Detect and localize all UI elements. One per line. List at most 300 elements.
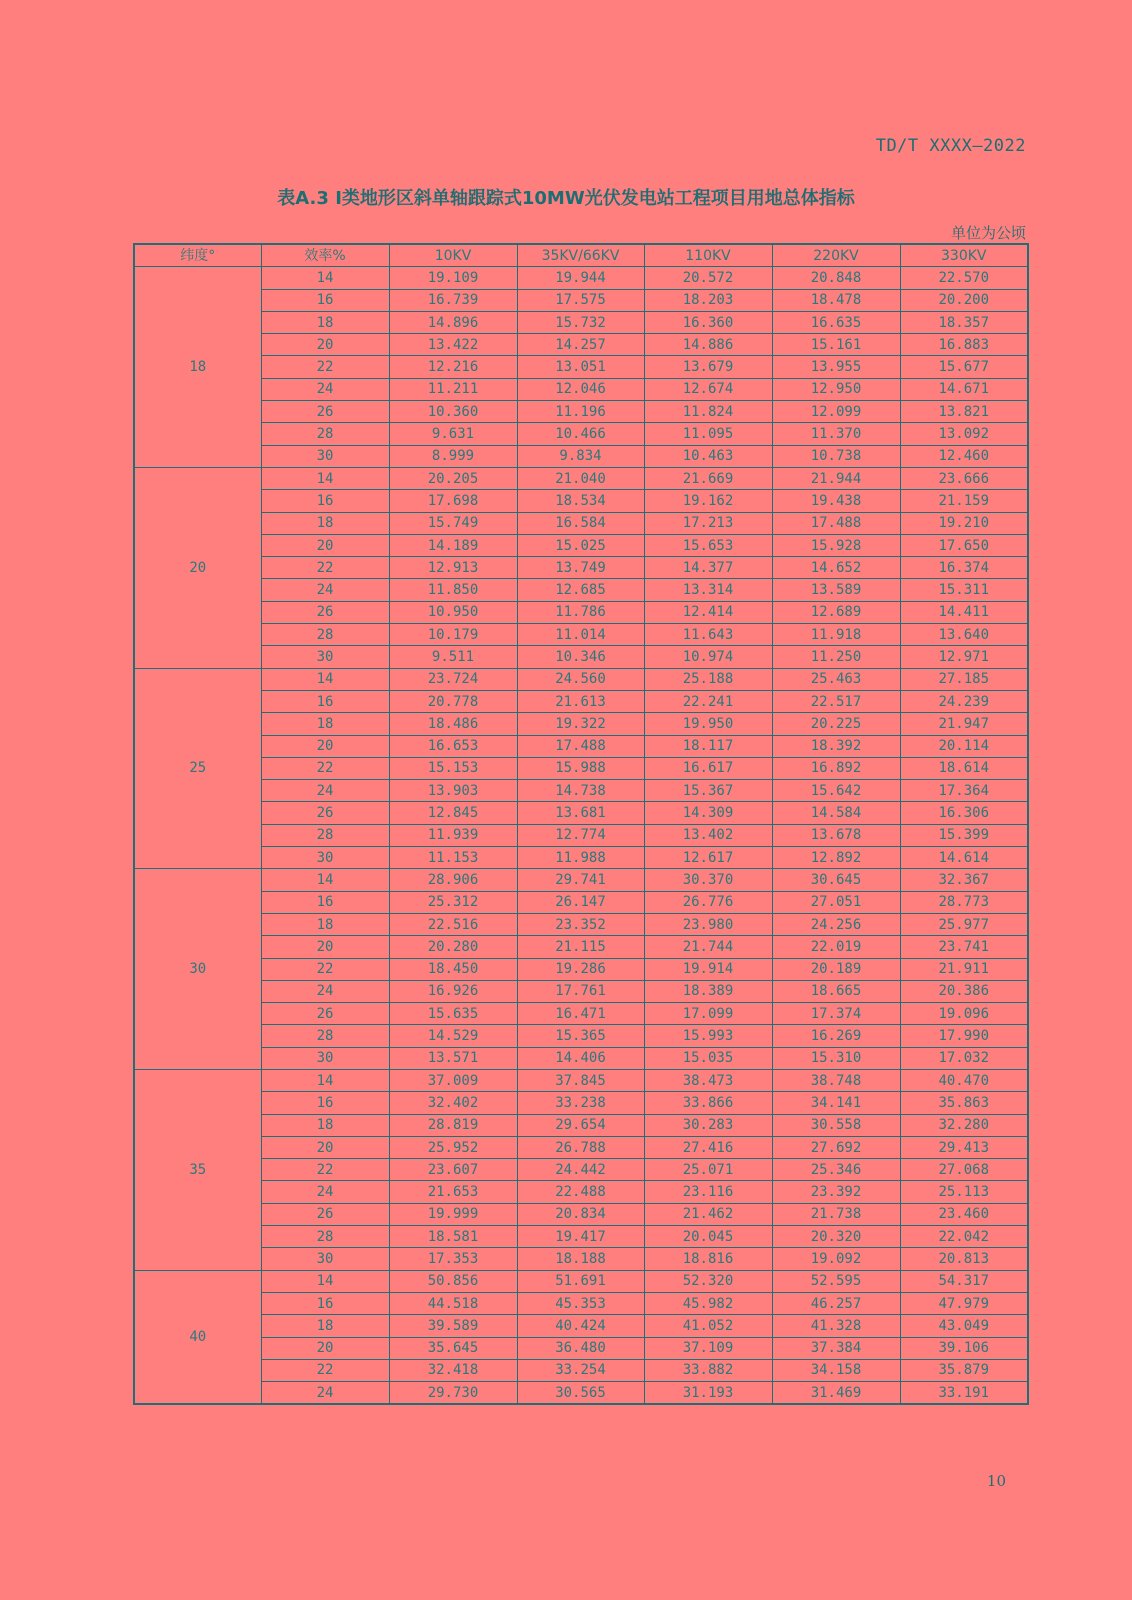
value-cell: 23.666: [900, 467, 1028, 489]
value-cell: 18.203: [644, 289, 772, 311]
efficiency-cell: 16: [261, 1092, 389, 1114]
value-cell: 13.678: [772, 824, 900, 846]
value-cell: 14.652: [772, 557, 900, 579]
value-cell: 17.488: [517, 735, 644, 757]
efficiency-cell: 16: [261, 1292, 389, 1314]
value-cell: 27.051: [772, 891, 900, 913]
value-cell: 38.473: [644, 1069, 772, 1091]
table-row: [134, 1181, 1028, 1203]
value-cell: 23.116: [644, 1181, 772, 1203]
value-cell: 12.460: [900, 445, 1028, 467]
table-row: [134, 780, 1028, 802]
table-row: [134, 913, 1028, 935]
value-cell: 30.645: [772, 869, 900, 891]
value-cell: 22.241: [644, 690, 772, 712]
efficiency-cell: 14: [261, 1069, 389, 1091]
value-cell: 19.950: [644, 713, 772, 735]
table-row: [134, 891, 1028, 913]
unit-note: 单位为公顷: [950, 224, 1026, 242]
table-row: [134, 557, 1028, 579]
value-cell: 9.511: [389, 646, 517, 668]
value-cell: 17.364: [900, 780, 1028, 802]
value-cell: 16.739: [389, 289, 517, 311]
table-title: 表A.3 Ⅰ类地形区斜单轴跟踪式10MW光伏发电站工程项目用地总体指标: [277, 188, 855, 209]
value-cell: 20.114: [900, 735, 1028, 757]
value-cell: 30.565: [517, 1382, 644, 1405]
value-cell: 23.724: [389, 668, 517, 690]
value-cell: 11.250: [772, 646, 900, 668]
value-cell: 52.595: [772, 1270, 900, 1292]
value-cell: 14.529: [389, 1025, 517, 1047]
value-cell: 29.654: [517, 1114, 644, 1136]
value-cell: 27.185: [900, 668, 1028, 690]
value-cell: 52.320: [644, 1270, 772, 1292]
value-cell: 25.463: [772, 668, 900, 690]
value-cell: 16.635: [772, 311, 900, 333]
value-cell: 32.402: [389, 1092, 517, 1114]
efficiency-cell: 18: [261, 913, 389, 935]
value-cell: 19.286: [517, 958, 644, 980]
value-cell: 22.019: [772, 936, 900, 958]
value-cell: 15.153: [389, 757, 517, 779]
table-row: [134, 1337, 1028, 1359]
value-cell: 21.911: [900, 958, 1028, 980]
efficiency-cell: 26: [261, 802, 389, 824]
efficiency-cell: 20: [261, 1136, 389, 1158]
value-cell: 19.162: [644, 490, 772, 512]
value-cell: 50.856: [389, 1270, 517, 1292]
col-header-220kv: 220KV: [772, 244, 900, 267]
efficiency-cell: 20: [261, 334, 389, 356]
value-cell: 21.159: [900, 490, 1028, 512]
value-cell: 20.778: [389, 690, 517, 712]
value-cell: 21.653: [389, 1181, 517, 1203]
table-row: [134, 311, 1028, 333]
value-cell: 11.850: [389, 579, 517, 601]
table-row: [134, 534, 1028, 556]
value-cell: 33.191: [900, 1382, 1028, 1405]
value-cell: 18.188: [517, 1248, 644, 1270]
value-cell: 20.189: [772, 958, 900, 980]
col-header-10kv: 10KV: [389, 244, 517, 267]
table-row: [134, 958, 1028, 980]
value-cell: 12.892: [772, 847, 900, 869]
value-cell: 16.926: [389, 980, 517, 1002]
value-cell: 15.732: [517, 311, 644, 333]
value-cell: 18.478: [772, 289, 900, 311]
table-row: [134, 490, 1028, 512]
efficiency-cell: 22: [261, 958, 389, 980]
value-cell: 10.974: [644, 646, 772, 668]
value-cell: 25.113: [900, 1181, 1028, 1203]
table-row: [134, 1092, 1028, 1114]
value-cell: 8.999: [389, 445, 517, 467]
value-cell: 24.442: [517, 1159, 644, 1181]
efficiency-cell: 16: [261, 690, 389, 712]
value-cell: 25.071: [644, 1159, 772, 1181]
table-row: [134, 690, 1028, 712]
value-cell: 16.374: [900, 557, 1028, 579]
value-cell: 24.256: [772, 913, 900, 935]
value-cell: 16.360: [644, 311, 772, 333]
table-row: [134, 512, 1028, 534]
value-cell: 46.257: [772, 1292, 900, 1314]
value-cell: 10.950: [389, 601, 517, 623]
value-cell: 25.188: [644, 668, 772, 690]
value-cell: 20.200: [900, 289, 1028, 311]
efficiency-cell: 16: [261, 891, 389, 913]
value-cell: 14.309: [644, 802, 772, 824]
table-row: [134, 624, 1028, 646]
value-cell: 24.560: [517, 668, 644, 690]
value-cell: 32.280: [900, 1114, 1028, 1136]
value-cell: 40.470: [900, 1069, 1028, 1091]
value-cell: 23.392: [772, 1181, 900, 1203]
value-cell: 14.614: [900, 847, 1028, 869]
value-cell: 15.677: [900, 356, 1028, 378]
table-row: [134, 1226, 1028, 1248]
efficiency-cell: 24: [261, 780, 389, 802]
table-row: [134, 824, 1028, 846]
value-cell: 43.049: [900, 1315, 1028, 1337]
value-cell: 22.517: [772, 690, 900, 712]
value-cell: 13.903: [389, 780, 517, 802]
table-row: [134, 1315, 1028, 1337]
value-cell: 21.669: [644, 467, 772, 489]
efficiency-cell: 24: [261, 378, 389, 400]
value-cell: 11.988: [517, 847, 644, 869]
efficiency-cell: 14: [261, 668, 389, 690]
efficiency-cell: 24: [261, 1382, 389, 1405]
value-cell: 10.738: [772, 445, 900, 467]
efficiency-cell: 26: [261, 401, 389, 423]
value-cell: 12.099: [772, 401, 900, 423]
table-row: [134, 378, 1028, 400]
value-cell: 34.141: [772, 1092, 900, 1114]
table-row: [134, 1047, 1028, 1069]
value-cell: 37.009: [389, 1069, 517, 1091]
value-cell: 25.977: [900, 913, 1028, 935]
value-cell: 28.906: [389, 869, 517, 891]
value-cell: 20.834: [517, 1203, 644, 1225]
value-cell: 21.462: [644, 1203, 772, 1225]
efficiency-cell: 24: [261, 1181, 389, 1203]
latitude-cell: 20: [134, 467, 261, 668]
value-cell: 18.614: [900, 757, 1028, 779]
value-cell: 17.353: [389, 1248, 517, 1270]
value-cell: 13.092: [900, 423, 1028, 445]
value-cell: 30.283: [644, 1114, 772, 1136]
table-row: [134, 735, 1028, 757]
value-cell: 17.374: [772, 1003, 900, 1025]
value-cell: 23.460: [900, 1203, 1028, 1225]
table-row: [134, 1382, 1028, 1405]
table-row: [134, 1159, 1028, 1181]
efficiency-cell: 20: [261, 534, 389, 556]
value-cell: 38.748: [772, 1069, 900, 1091]
value-cell: 29.730: [389, 1382, 517, 1405]
value-cell: 14.671: [900, 378, 1028, 400]
value-cell: 20.848: [772, 267, 900, 289]
value-cell: 15.310: [772, 1047, 900, 1069]
efficiency-cell: 30: [261, 1248, 389, 1270]
value-cell: 14.584: [772, 802, 900, 824]
efficiency-cell: 30: [261, 1047, 389, 1069]
table-row: [134, 869, 1028, 891]
table-row: [134, 289, 1028, 311]
value-cell: 22.570: [900, 267, 1028, 289]
value-cell: 17.099: [644, 1003, 772, 1025]
value-cell: 25.952: [389, 1136, 517, 1158]
latitude-cell: 25: [134, 668, 261, 869]
header-row: [134, 244, 1028, 267]
value-cell: 15.035: [644, 1047, 772, 1069]
value-cell: 16.653: [389, 735, 517, 757]
value-cell: 44.518: [389, 1292, 517, 1314]
efficiency-cell: 26: [261, 601, 389, 623]
value-cell: 39.106: [900, 1337, 1028, 1359]
value-cell: 13.402: [644, 824, 772, 846]
efficiency-cell: 28: [261, 423, 389, 445]
value-cell: 29.413: [900, 1136, 1028, 1158]
value-cell: 10.466: [517, 423, 644, 445]
col-header-330kv: 330KV: [900, 244, 1028, 267]
table-row: [134, 1248, 1028, 1270]
value-cell: 20.225: [772, 713, 900, 735]
efficiency-cell: 28: [261, 824, 389, 846]
value-cell: 27.068: [900, 1159, 1028, 1181]
value-cell: 16.471: [517, 1003, 644, 1025]
efficiency-cell: 18: [261, 311, 389, 333]
table-row: [134, 1003, 1028, 1025]
table-row: [134, 601, 1028, 623]
table-row: [134, 1292, 1028, 1314]
value-cell: 14.257: [517, 334, 644, 356]
efficiency-cell: 20: [261, 1337, 389, 1359]
col-header-efficiency: 效率%: [261, 244, 389, 267]
page-number: 10: [986, 1472, 1006, 1490]
value-cell: 15.749: [389, 512, 517, 534]
value-cell: 27.416: [644, 1136, 772, 1158]
value-cell: 9.834: [517, 445, 644, 467]
table-row: [134, 757, 1028, 779]
value-cell: 18.534: [517, 490, 644, 512]
value-cell: 21.944: [772, 467, 900, 489]
table-row: [134, 1359, 1028, 1381]
value-cell: 11.014: [517, 624, 644, 646]
efficiency-cell: 14: [261, 869, 389, 891]
value-cell: 15.928: [772, 534, 900, 556]
efficiency-cell: 30: [261, 646, 389, 668]
value-cell: 47.979: [900, 1292, 1028, 1314]
value-cell: 17.213: [644, 512, 772, 534]
value-cell: 36.480: [517, 1337, 644, 1359]
value-cell: 25.346: [772, 1159, 900, 1181]
efficiency-cell: 28: [261, 624, 389, 646]
value-cell: 33.254: [517, 1359, 644, 1381]
efficiency-cell: 14: [261, 1270, 389, 1292]
latitude-cell: 18: [134, 267, 261, 468]
value-cell: 15.161: [772, 334, 900, 356]
col-header-latitude: 纬度°: [134, 244, 261, 267]
value-cell: 15.399: [900, 824, 1028, 846]
value-cell: 19.210: [900, 512, 1028, 534]
value-cell: 9.631: [389, 423, 517, 445]
value-cell: 13.051: [517, 356, 644, 378]
latitude-cell: 35: [134, 1069, 261, 1270]
value-cell: 15.993: [644, 1025, 772, 1047]
value-cell: 35.863: [900, 1092, 1028, 1114]
value-cell: 19.109: [389, 267, 517, 289]
table-row: [134, 1203, 1028, 1225]
efficiency-cell: 18: [261, 713, 389, 735]
value-cell: 32.367: [900, 869, 1028, 891]
value-cell: 14.189: [389, 534, 517, 556]
value-cell: 33.866: [644, 1092, 772, 1114]
value-cell: 16.617: [644, 757, 772, 779]
value-cell: 18.486: [389, 713, 517, 735]
value-cell: 20.572: [644, 267, 772, 289]
value-cell: 25.312: [389, 891, 517, 913]
table-row: [134, 1270, 1028, 1292]
value-cell: 17.698: [389, 490, 517, 512]
value-cell: 10.346: [517, 646, 644, 668]
table-row: [134, 401, 1028, 423]
value-cell: 12.689: [772, 601, 900, 623]
value-cell: 17.575: [517, 289, 644, 311]
value-cell: 21.040: [517, 467, 644, 489]
efficiency-cell: 22: [261, 557, 389, 579]
value-cell: 41.052: [644, 1315, 772, 1337]
value-cell: 11.786: [517, 601, 644, 623]
col-header-35-66kv: 35KV/66KV: [517, 244, 644, 267]
value-cell: 28.773: [900, 891, 1028, 913]
table-row: [134, 1136, 1028, 1158]
efficiency-cell: 22: [261, 356, 389, 378]
efficiency-cell: 14: [261, 467, 389, 489]
value-cell: 14.886: [644, 334, 772, 356]
value-cell: 45.982: [644, 1292, 772, 1314]
efficiency-cell: 24: [261, 980, 389, 1002]
value-cell: 19.944: [517, 267, 644, 289]
value-cell: 10.179: [389, 624, 517, 646]
value-cell: 28.819: [389, 1114, 517, 1136]
table-row: [134, 802, 1028, 824]
value-cell: 35.645: [389, 1337, 517, 1359]
value-cell: 18.357: [900, 311, 1028, 333]
value-cell: 12.913: [389, 557, 517, 579]
value-cell: 22.488: [517, 1181, 644, 1203]
value-cell: 12.685: [517, 579, 644, 601]
value-cell: 23.980: [644, 913, 772, 935]
value-cell: 16.883: [900, 334, 1028, 356]
efficiency-cell: 18: [261, 1114, 389, 1136]
table-row: [134, 980, 1028, 1002]
value-cell: 26.776: [644, 891, 772, 913]
value-cell: 14.411: [900, 601, 1028, 623]
value-cell: 14.738: [517, 780, 644, 802]
table-row: [134, 646, 1028, 668]
value-cell: 13.681: [517, 802, 644, 824]
value-cell: 17.488: [772, 512, 900, 534]
value-cell: 24.239: [900, 690, 1028, 712]
value-cell: 13.589: [772, 579, 900, 601]
value-cell: 35.879: [900, 1359, 1028, 1381]
value-cell: 30.370: [644, 869, 772, 891]
value-cell: 12.216: [389, 356, 517, 378]
value-cell: 21.115: [517, 936, 644, 958]
table-row: [134, 668, 1028, 690]
table-row: [134, 713, 1028, 735]
value-cell: 11.153: [389, 847, 517, 869]
value-cell: 22.516: [389, 913, 517, 935]
value-cell: 20.205: [389, 467, 517, 489]
value-cell: 20.280: [389, 936, 517, 958]
table-row: [134, 847, 1028, 869]
value-cell: 13.571: [389, 1047, 517, 1069]
table-row: [134, 1069, 1028, 1091]
value-cell: 39.589: [389, 1315, 517, 1337]
value-cell: 10.360: [389, 401, 517, 423]
value-cell: 12.950: [772, 378, 900, 400]
efficiency-cell: 20: [261, 735, 389, 757]
value-cell: 18.450: [389, 958, 517, 980]
value-cell: 13.821: [900, 401, 1028, 423]
value-cell: 12.617: [644, 847, 772, 869]
value-cell: 18.665: [772, 980, 900, 1002]
value-cell: 41.328: [772, 1315, 900, 1337]
value-cell: 13.955: [772, 356, 900, 378]
value-cell: 13.679: [644, 356, 772, 378]
value-cell: 11.918: [772, 624, 900, 646]
value-cell: 37.109: [644, 1337, 772, 1359]
efficiency-cell: 28: [261, 1025, 389, 1047]
efficiency-cell: 18: [261, 1315, 389, 1337]
value-cell: 32.418: [389, 1359, 517, 1381]
value-cell: 16.892: [772, 757, 900, 779]
value-cell: 13.749: [517, 557, 644, 579]
efficiency-cell: 22: [261, 1159, 389, 1181]
value-cell: 11.211: [389, 378, 517, 400]
value-cell: 45.353: [517, 1292, 644, 1314]
value-cell: 11.939: [389, 824, 517, 846]
value-cell: 37.384: [772, 1337, 900, 1359]
table-body: [134, 267, 1028, 1405]
value-cell: 17.761: [517, 980, 644, 1002]
value-cell: 20.813: [900, 1248, 1028, 1270]
col-header-110kv: 110KV: [644, 244, 772, 267]
value-cell: 31.469: [772, 1382, 900, 1405]
latitude-cell: 40: [134, 1270, 261, 1404]
value-cell: 17.650: [900, 534, 1028, 556]
value-cell: 17.032: [900, 1047, 1028, 1069]
efficiency-cell: 24: [261, 579, 389, 601]
efficiency-cell: 28: [261, 1226, 389, 1248]
value-cell: 19.914: [644, 958, 772, 980]
table-row: [134, 445, 1028, 467]
value-cell: 14.406: [517, 1047, 644, 1069]
value-cell: 13.640: [900, 624, 1028, 646]
value-cell: 20.045: [644, 1226, 772, 1248]
value-cell: 30.558: [772, 1114, 900, 1136]
document-code: TD/T XXXX—2022: [875, 136, 1026, 156]
value-cell: 20.386: [900, 980, 1028, 1002]
value-cell: 11.643: [644, 624, 772, 646]
value-cell: 15.635: [389, 1003, 517, 1025]
value-cell: 23.607: [389, 1159, 517, 1181]
value-cell: 15.653: [644, 534, 772, 556]
value-cell: 31.193: [644, 1382, 772, 1405]
